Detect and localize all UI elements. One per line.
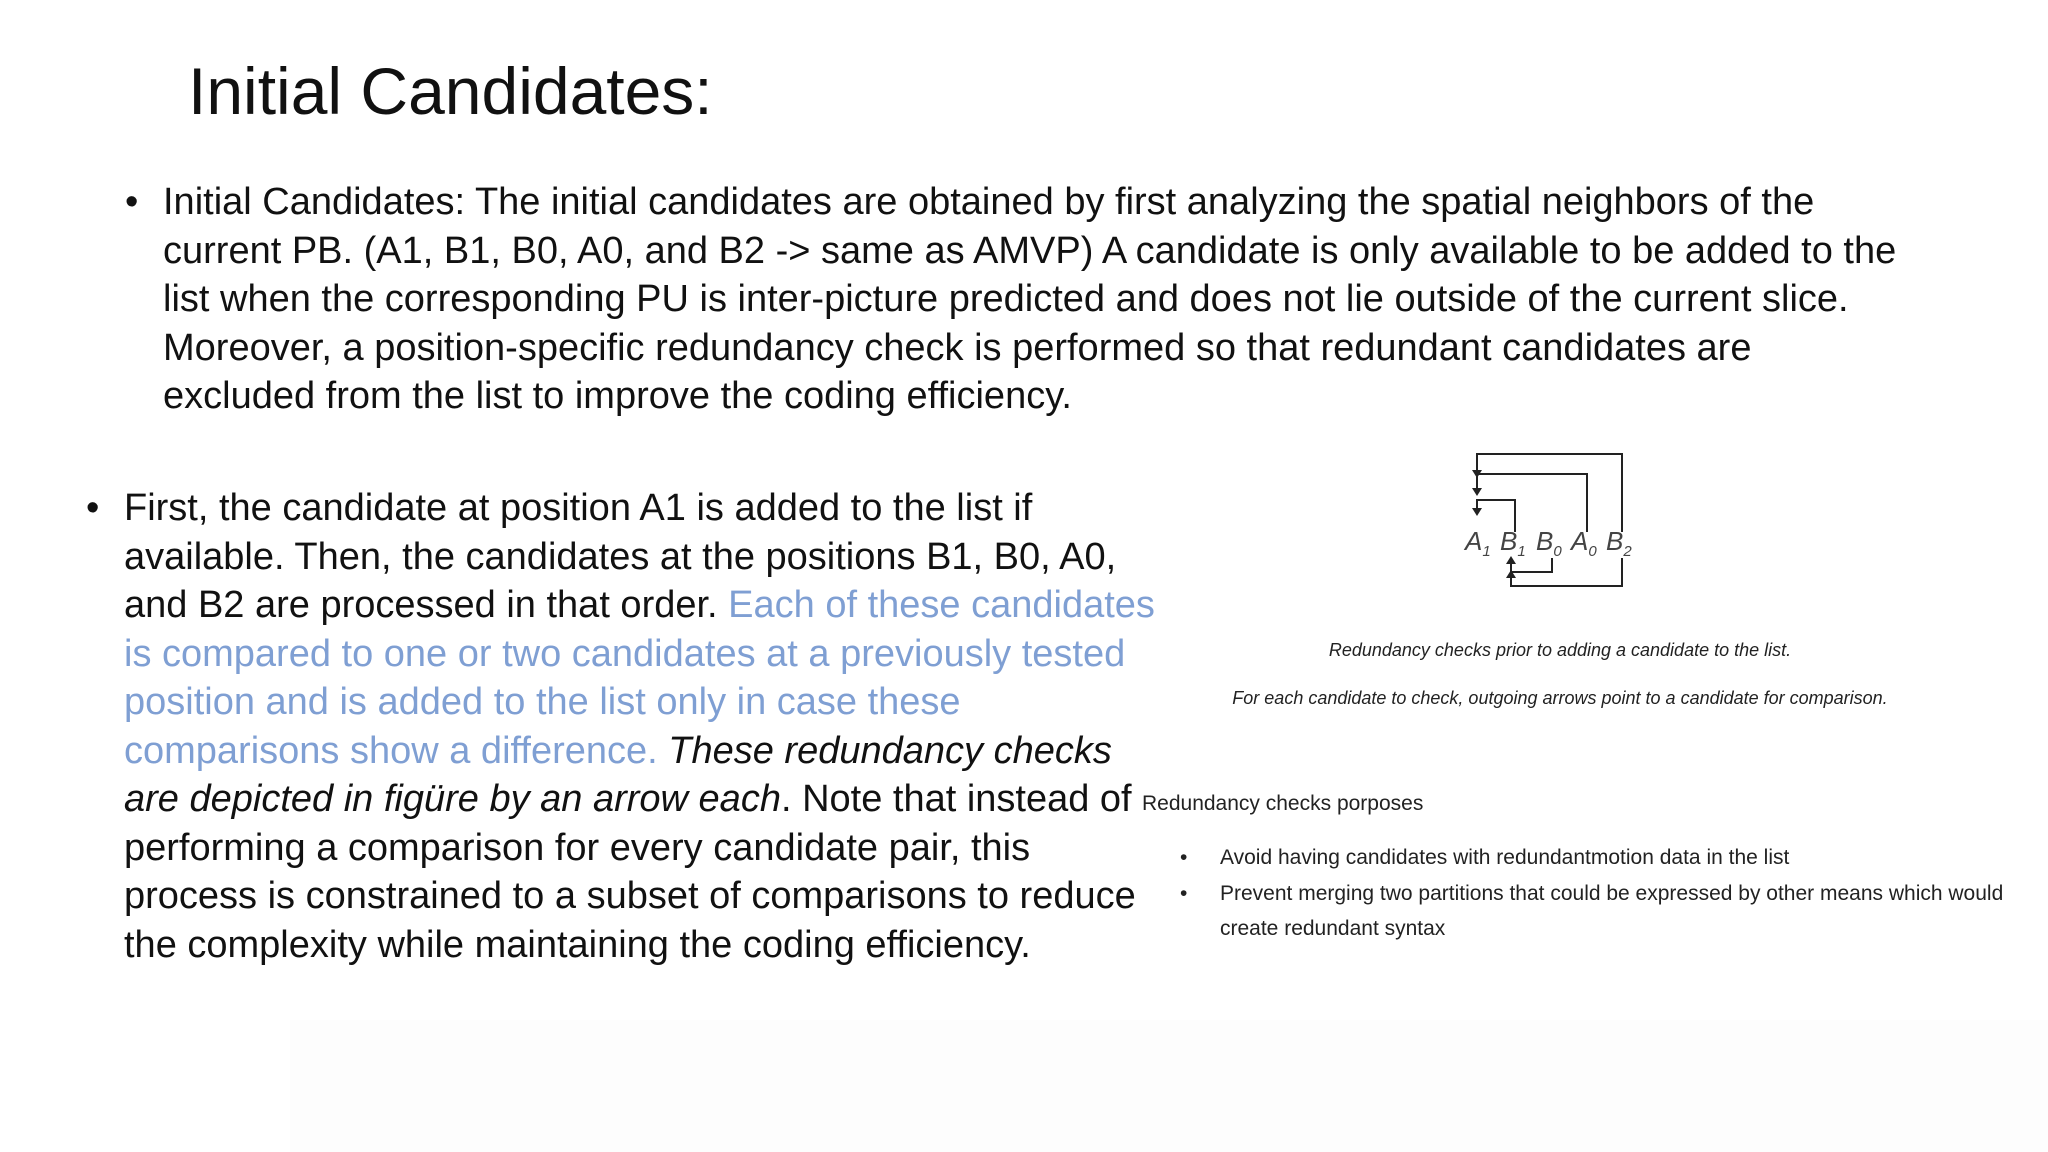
diagram-label-b0: $B_0$ <box>1536 526 1562 560</box>
top-bullet-text: Initial Candidates: The initial candidates are obtained by first analyzing the spatial neighbors of the current PB. (A1, B1, B0, A0, and B2 -> same as AMVP) A candidate is only available to be added to the list when the corresponding PU is inter-picture predicted and does not lie outside of the current slice. Moreover, a position-specific redundancy check is performed so that redundant candidates are excluded from the list to improve the coding efficiency. <box>163 181 1897 417</box>
left-bullet-highlight: Each of these candidates is compared to one or two candidates at a previously tested position and is added to the list only in case these comparisons show a difference. <box>124 584 1155 772</box>
purpose-text: Avoid having candidates with redundantmotion data in the list <box>1220 846 1790 869</box>
diagram-label-b2: $B_2$ <box>1606 526 1632 560</box>
bullet-dot: • <box>1180 881 1188 905</box>
left-bullet-tail: . Note that instead of performing a comparison for every candidate pair, this process is constrained to a subset of comparisons to reduce the complexity while maintaining the coding efficiency. <box>124 778 1136 966</box>
slide-title: Initial Candidates: <box>188 54 713 128</box>
diagram-label-a0: $A_0$ <box>1571 526 1597 560</box>
left-bullet <box>86 484 1164 969</box>
diagram-caption-2: For each candidate to check, outgoing arrows point to a candidate for comparison. <box>1232 688 1888 708</box>
list-item <box>1180 840 2030 876</box>
bullet-dot: • <box>1180 846 1188 869</box>
left-bullet-text: First, the candidate at position A1 is added to the list if available. Then, the candidates at the positions B1, B0, A0, and B2 are processed in that order. <box>124 487 1117 626</box>
diagram-label-b1: $B_1$ <box>1500 526 1526 560</box>
purpose-text: Prevent merging two partitions that could be expressed by other means which would create redundant syntax <box>1220 881 2021 940</box>
redundancy-diagram <box>1460 448 1660 598</box>
top-bullet <box>125 178 1903 421</box>
purposes-heading: Redundancy checks porposes <box>1142 792 1424 815</box>
purposes-list <box>1180 840 2030 947</box>
background-shade <box>290 1020 2048 1152</box>
left-bullet-italic: These redundancy checks are depicted in figüre by an arrow each <box>124 729 1112 820</box>
diagram-label-a1: $A_1$ <box>1465 526 1491 560</box>
list-item <box>1180 876 2030 947</box>
bullet-dot: • <box>125 181 139 223</box>
diagram-caption-1: Redundancy checks prior to adding a candidate to the list. <box>1328 640 1792 660</box>
bullet-dot: • <box>86 487 100 529</box>
